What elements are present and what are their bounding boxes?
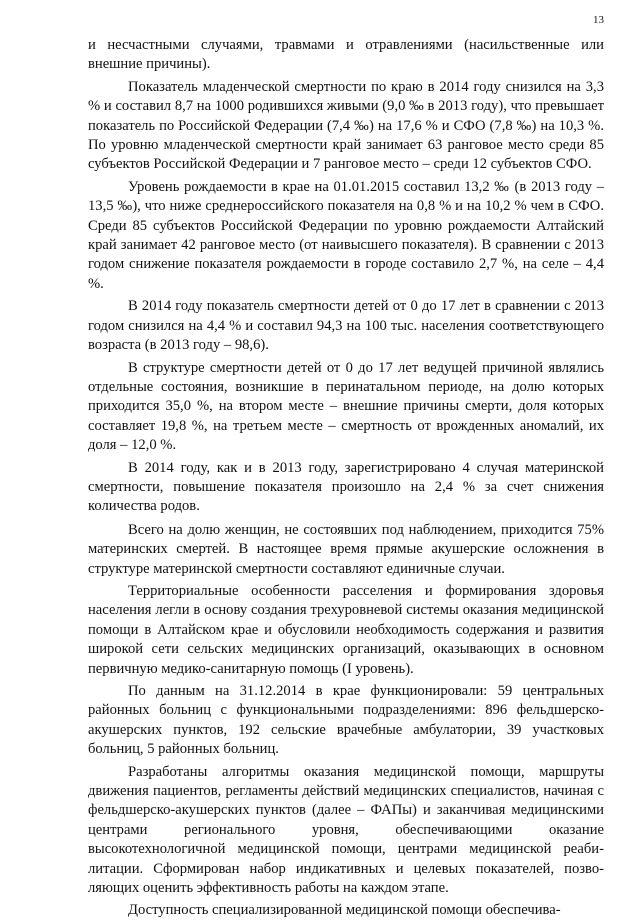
paragraph-unobserved-women: Всего на долю женщин, не состоявших под наблюдением, приходится 75% материнских смертей. В настоящее время прямые акушерские осложнения в структуре материнской смертности составляют единичные случаи. [88, 521, 604, 577]
paragraph-specialized-care: Доступность специализированной медицинской помощи обеспечива- [128, 902, 561, 919]
paragraph-infant-mortality: Показатель младенческой смертности по краю в 2014 году снизился на 3,3 % и составил 8,7 на 1000 родившихся живыми (9,0 ‰ в 2013 году), что превышает показатель по Российской Федерации (7,4 ‰) на 17,6 % и СФО (7,8 ‰) на 10,3 %. По уровню младенческой смертности край занимает 63 ранговое место среди 85 субъектов Российской Федерации и 7 ранговое место – среди 12 субъектов СФО. [88, 78, 604, 173]
paragraph-child-mortality: В 2014 году показатель смертности детей от 0 до 17 лет в сравнении с 2013 годом снизился на 4,4 % и составил 94,3 на 100 тыс. населения соответствующего возраста (в 2013 году – 98,6). [88, 298, 604, 354]
paragraph-algorithms: Разработаны алгоритмы оказания медицинской помощи, маршруты движения пациентов, регламенты действий медицинских специалистов, начиная с фельдшерско-акушерских пунктов (далее – ФАПы) и заканчивая медицинскими центрами регионального уровня, обеспечивающими оказание высокотехнологичной медицинской помощи, центрами медицинской реабилитации. Сформирован набор индикативных и целевых показателей, позволяющих оценить эффективность работы на каждом этапе. [88, 763, 604, 897]
document-body [88, 36, 604, 924]
paragraph-birth-rate: Уровень рождаемости в крае на 01.01.2015 составил 13,2 ‰ (в 2013 году – 13,5 ‰), что ниже среднероссийского показателя на 0,8 % и на 10,2 % чем в СФО. Среди 85 субъектов Российской Федерации по уровню рождаемости Алтайский край занимает 42 ранговое место (от наивысшего показателя). В сравнении с 2013 годом снижение показателя рождаемости в городе составило 2,7 %, на селе – 4,4 %. [88, 178, 604, 292]
paragraph-continuation: и несчастными случаями, травмами и отравлениями (насильственные или внешние причины). [88, 37, 604, 73]
paragraph-child-mortality-structure: В структуре смертности детей от 0 до 17 лет ведущей причиной являлись отдельные состояния, возникшие в перинатальном периоде, на долю которых приходится 35,0 %, на втором месте – внешние причины смерти, доля которых составляет 19,8 %, на третьем месте – смертность от врожденных аномалий, их доля – 12,0 %. [88, 359, 604, 454]
page-number: 13 [593, 14, 604, 26]
paragraph-facilities-count: По данным на 31.12.2014 в крае функционировали: 59 центральных районных больниц с функциональными подразделениями: 896 фельдшерско-акушерских пунктов, 192 сельские врачебные амбулатории, 39 участковых больниц, 5 районных больниц. [88, 683, 604, 758]
paragraph-maternal-mortality: В 2014 году, как и в 2013 году, зарегистрировано 4 случая материнской смертности, повышение показателя произошло на 2,4 % за счет снижения количества родов. [88, 459, 604, 515]
paragraph-territorial-features: Территориальные особенности расселения и формирования здоровья населения легли в основу создания трехуровневой системы оказания медицинской помощи в Алтайском крае и обусловили необходимость содержания и развития широкой сети сельских медицинских организаций, оказывающих в основном первичную медико-санитарную помощь (I уровень). [88, 582, 604, 677]
